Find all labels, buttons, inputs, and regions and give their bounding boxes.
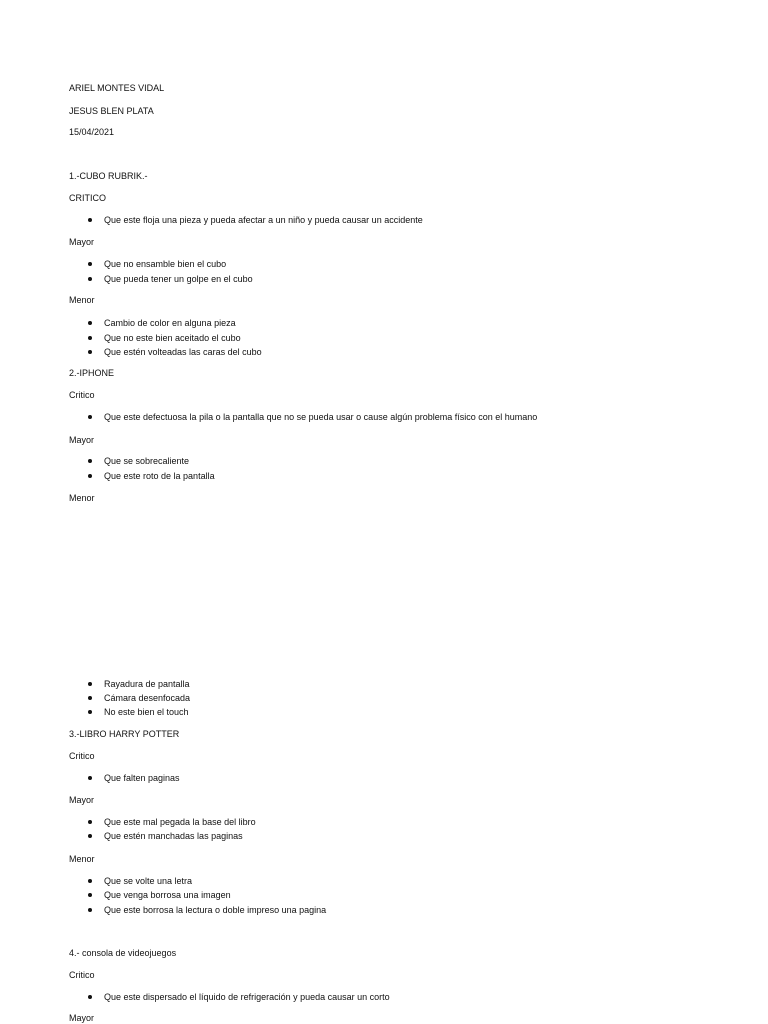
list-item: Que no ensamble bien el cubo [104, 259, 227, 269]
list-item: Que estén volteadas las caras del cubo [104, 347, 262, 357]
list-item: Que este defectuosa la pila o la pantalla que no se pueda usar o cause algún problema físico con el humano [104, 412, 538, 422]
severity-label: CRITICO [69, 193, 106, 203]
list-item: Cámara desenfocada [104, 693, 191, 703]
severity-label: Critico [69, 751, 95, 761]
list-item: Que este mal pegada la base del libro [104, 817, 256, 827]
list-item: Que se sobrecaliente [104, 456, 190, 466]
severity-label: Menor [69, 854, 95, 864]
severity-label: Critico [69, 970, 95, 980]
list-item: Que este dispersado el líquido de refrigeración y pueda causar un corto [104, 992, 390, 1002]
list-item: Que estén manchadas las paginas [104, 831, 243, 841]
severity-label: Critico [69, 390, 95, 400]
section-title: 3.-LIBRO HARRY POTTER [69, 729, 180, 739]
list-item: Que este roto de la pantalla [104, 471, 215, 481]
list-item: Que venga borrosa una imagen [104, 890, 231, 900]
severity-label: Menor [69, 493, 95, 503]
list-item: Que falten paginas [104, 773, 180, 783]
author-name-2: JESUS BLEN PLATA [69, 106, 154, 116]
document-date: 15/04/2021 [69, 127, 115, 137]
list-item: Cambio de color en alguna pieza [104, 318, 236, 328]
severity-label: Mayor [69, 795, 95, 805]
list-item: Que este borrosa la lectura o doble impreso una pagina [104, 905, 327, 915]
list-item: No este bien el touch [104, 707, 189, 717]
list-item: Rayadura de pantalla [104, 679, 190, 689]
severity-label: Menor [69, 295, 95, 305]
list-item: Que no este bien aceitado el cubo [104, 333, 241, 343]
section-title: 2.-IPHONE [69, 368, 115, 378]
author-name-1: ARIEL MONTES VIDAL [69, 83, 165, 93]
list-item: Que se volte una letra [104, 876, 193, 886]
list-item: Que este floja una pieza y pueda afectar a un niño y pueda causar un accidente [104, 215, 423, 225]
section-title: 4.- consola de videojuegos [69, 948, 177, 958]
severity-label: Mayor [69, 237, 95, 247]
severity-label: Mayor [69, 435, 95, 445]
severity-label: Mayor [69, 1013, 95, 1023]
section-title: 1.-CUBO RUBRIK.- [69, 171, 148, 181]
list-item: Que pueda tener un golpe en el cubo [104, 274, 253, 284]
